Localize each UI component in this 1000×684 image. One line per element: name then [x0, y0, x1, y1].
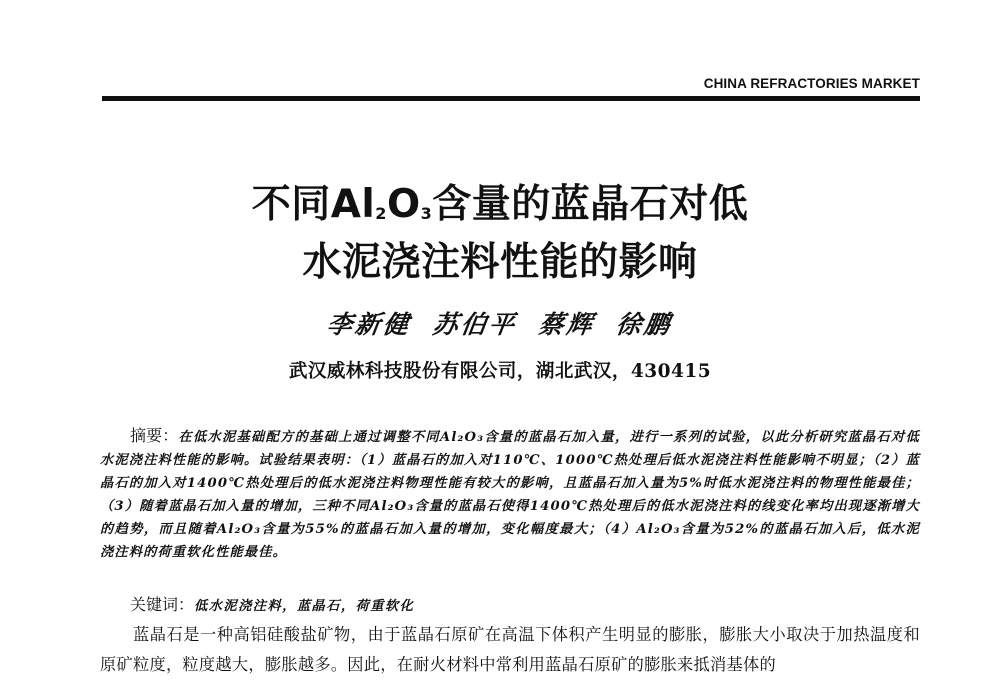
title-line-1 — [0, 176, 1000, 234]
keywords — [100, 594, 920, 618]
keywords-label: 关键词： — [130, 595, 195, 614]
title-text-3: 含量的蓝晶石对低 — [432, 182, 749, 227]
title-text-2: O — [386, 182, 421, 227]
keywords-text: 低水泥浇注料，蓝晶石，荷重软化 — [194, 599, 415, 614]
abstract — [100, 424, 920, 564]
abstract-label: 摘要： — [130, 426, 179, 445]
affiliation: 武汉威林科技股份有限公司，湖北武汉，430415 — [288, 361, 712, 382]
header-rule — [102, 96, 920, 101]
paper-title — [0, 176, 1000, 292]
body-paragraph: 蓝晶石是一种高铝硅酸盐矿物，由于蓝晶石原矿在高温下体积产生明显的膨胀，膨胀大小取决于加热温度和原矿粒度，粒度越大，膨胀越多。因此，在耐火材料中常利用蓝晶石原矿的膨胀来抵消基体的 — [100, 625, 920, 674]
journal-header: CHINA REFRACTORIES MARKET — [703, 76, 920, 91]
title-text-1: 不同Al — [251, 182, 376, 227]
title-line-2: 水泥浇注料性能的影响 — [302, 240, 698, 285]
abstract-text: 在低水泥基础配方的基础上通过调整不同Al₂O₃含量的蓝晶石加入量，进行一系列的试验，以此分析研究蓝晶石对低水泥浇注料性能的影响。试验结果表明：（1）蓝晶石的加入对110℃、1000℃热处理后低水泥浇注料性能影响不明显；（2）蓝晶石的加入对1400℃热处理后的低水泥浇注料物理性能有较大的影响，且蓝晶石加入量为5%时低水泥浇注料的物理性能最佳；（3）随着蓝晶石加入量的增加，三种不同Al₂O₃含量的蓝晶石使得1400℃热处理后的低水泥浇注料的线变化率均出现逐渐增大的趋势，而且随着Al₂O₃含量为55%的蓝晶石加入量的增加，变化幅度最大；（4）Al₂O₃含量为52%的蓝晶石加入后，低水泥浇注料的荷重软化性能最佳。 — [100, 430, 920, 560]
title-subscript-3: 3 — [420, 204, 433, 223]
title-subscript-2: 2 — [375, 204, 387, 223]
author-list: 李新健 苏伯平 蔡辉 徐鹏 — [325, 310, 675, 339]
